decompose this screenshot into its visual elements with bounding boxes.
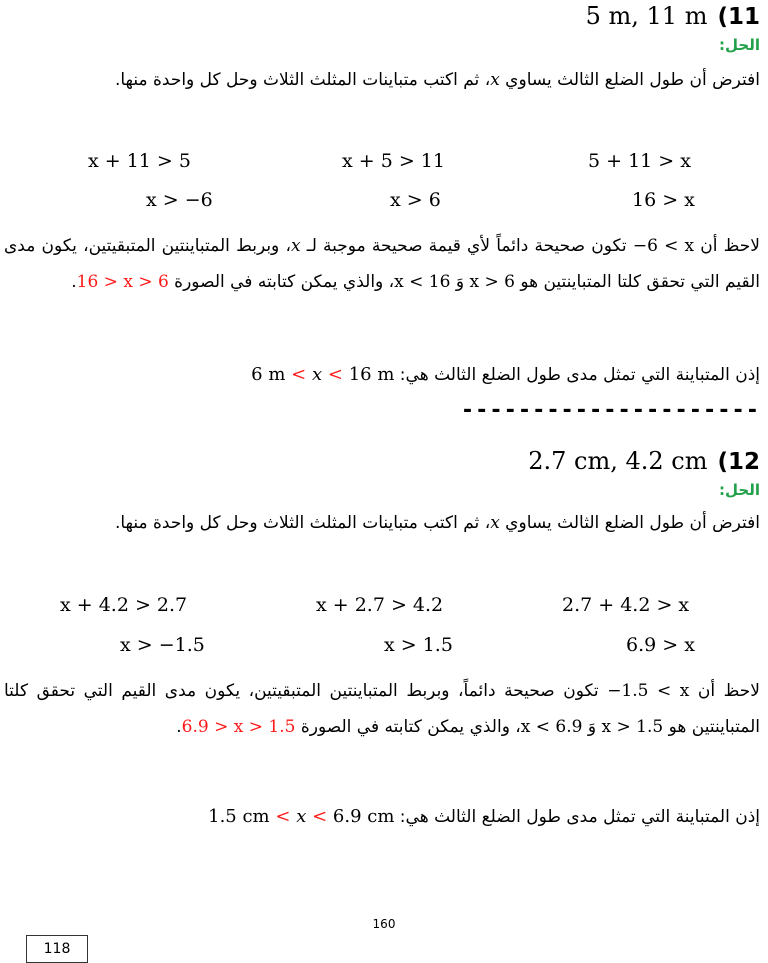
- problem-11-intro: افترض أن طول الضلع الثالث يساوي x، ثم اكتب متباينات المثلث الثلاث وحل كل واحدة منها.: [114, 70, 760, 90]
- solution-label: الحل:: [719, 481, 760, 499]
- inequality: 6.9 > x: [626, 634, 695, 656]
- inequality: x + 5 > 11: [342, 150, 445, 172]
- problem-12-conclusion: إذن المتباينة التي تمثل مدى طول الضلع الثالث هي: 1.5 cm < x < 6.9 cm: [208, 806, 760, 827]
- problem-11-conclusion: إذن المتباينة التي تمثل مدى طول الضلع الثالث هي: 6 m < x < 16 m: [251, 364, 760, 385]
- final-range: 1.5 cm < x < 6.9 cm: [208, 806, 395, 827]
- inequality: x > 1.5: [384, 634, 453, 656]
- final-range: 6 m < x < 16 m: [251, 364, 395, 385]
- problem-11-values: 5 m, 11 m: [585, 2, 708, 30]
- problem-12-title: [528, 447, 760, 475]
- inequality: x + 11 > 5: [88, 150, 191, 172]
- inequality: 2.7 + 4.2 > x: [562, 594, 690, 616]
- problem-11-number: (11: [717, 4, 760, 30]
- section-divider: ---------------------: [460, 398, 760, 423]
- inequality: x + 4.2 > 2.7: [60, 594, 188, 616]
- problem-11-title: [586, 2, 760, 30]
- solution-label: الحل:: [719, 36, 760, 54]
- inequality: 16 > x: [632, 189, 695, 211]
- problem-12-values: 2.7 cm, 4.2 cm: [528, 447, 708, 475]
- inequality: 5 + 11 > x: [588, 150, 691, 172]
- problem-12-number: (12: [717, 449, 760, 475]
- page-number: 160: [372, 917, 396, 931]
- inequality: x > −6: [146, 189, 213, 211]
- inequality: x > 6: [390, 189, 441, 211]
- problem-12-note: لاحظ أن −1.5 < x تكون صحيحة دائماً، وبربط المتباينتين المتبقيتين، يكون مدى القيم التي تحقق كلتا المتباينتين هو x > 1.5 وَ x < 6.9، والذي يمكن كتابته في الصورة 6.9 > x > 1.5.: [4, 681, 760, 737]
- inequality: x > −1.5: [120, 634, 205, 656]
- inequality: x + 2.7 > 4.2: [316, 594, 444, 616]
- problem-11-note: لاحظ أن −6 < x تكون صحيحة دائماً لأي قيمة صحيحة موجبة لـ x، وبربط المتباينتين المتبقيتين، يكون مدى القيم التي تحقق كلتا المتباينتين هو x > 6 وَ x < 16، والذي يمكن كتابته في الصورة 16 > x > 6.: [4, 236, 761, 292]
- problem-12-intro: افترض أن طول الضلع الثالث يساوي x، ثم اكتب متباينات المثلث الثلاث وحل كل واحدة منها.: [114, 513, 760, 533]
- boxed-page-number: 118: [26, 935, 88, 963]
